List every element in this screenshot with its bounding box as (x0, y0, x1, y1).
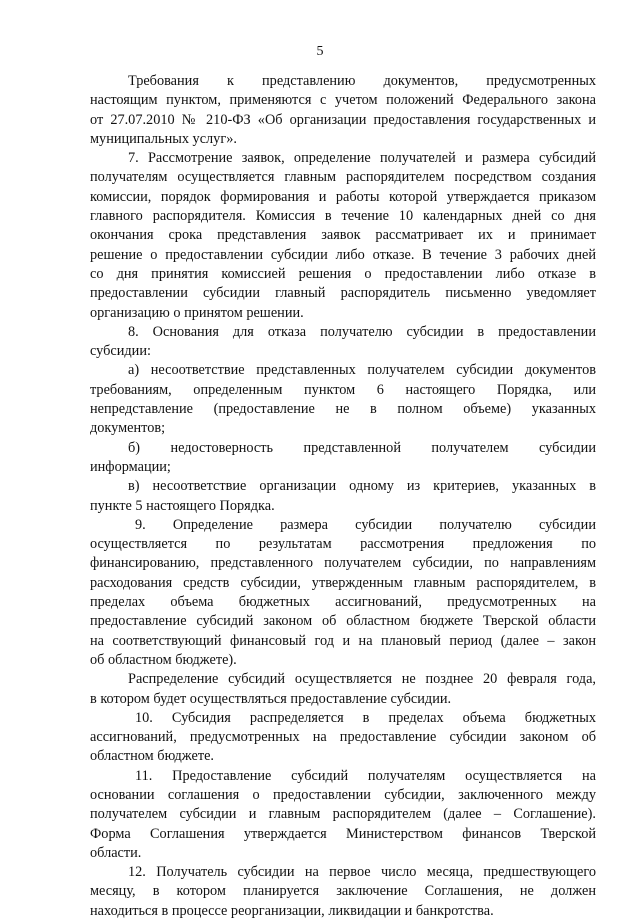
text-line: Форма Соглашения утверждается Министерством финансов Тверской (90, 825, 596, 842)
text-line: от 27.07.2010 № 210-ФЗ «Об организации предоставления государственных и (90, 111, 596, 128)
text-line: субсидии: (90, 343, 151, 360)
text-line: на соответствующий финансовый год и на плановый период (далее – закон (90, 632, 596, 649)
text-line: муниципальных услуг». (90, 130, 237, 147)
text-line: требованиям, определенным пунктом 6 настоящего Порядка, или (90, 381, 596, 398)
text-line: комиссии, порядок формирования и работы которой утверждается приказом (90, 188, 596, 205)
text-line: а) несоответствие представленных получателем субсидии документов (128, 362, 596, 379)
text-line: областном бюджете. (90, 748, 214, 765)
text-line: получателям осуществляется главным распорядителем посредством создания (90, 169, 596, 186)
text-line: Распределение субсидий осуществляется не позднее 20 февраля года, (128, 671, 596, 688)
text-line: области. (90, 844, 142, 861)
text-line: 12. Получатель субсидии на первое число месяца, предшествующего (128, 864, 596, 881)
text-line: окончания срока представления заявок рассматривает их и принимает (90, 227, 596, 244)
text-line: получателем субсидии и главным распорядителем (далее – Соглашение). (90, 806, 596, 823)
text-line: предоставление субсидий законом об областном бюджете Тверской области (90, 613, 596, 630)
text-line: основании соглашения о предоставлении субсидии, заключенного между (90, 786, 596, 803)
text-line: в) несоответствие организации одному из критериев, указанных в (128, 478, 596, 495)
text-line: расходования средств субсидии, утвержденным главным распорядителем, в (90, 574, 596, 591)
text-line: находиться в процессе реорганизации, ликвидации и банкротства. (90, 902, 494, 919)
text-line: информации; (90, 458, 171, 475)
text-line: 10. Субсидия распределяется в пределах объема бюджетных (135, 709, 596, 726)
text-line: главного распорядителя. Комиссия в течение 10 календарных дней со дня (90, 208, 596, 225)
text-line: 11. Предоставление субсидий получателям осуществляется на (135, 767, 596, 784)
text-line: 8. Основания для отказа получателю субсидии в предоставлении (128, 323, 596, 340)
text-line: в котором будет осуществляться предоставление субсидии. (90, 690, 452, 707)
text-line: ассигнований, предусмотренных на предоставление субсидии законом об (90, 729, 596, 746)
text-line: финансированию, представленного получателем субсидии, по направлениям (90, 555, 596, 572)
text-line: со дня принятия комиссией решения о предоставлении либо отказе в (90, 265, 596, 282)
text-line: непредставление (предоставление не в полном объеме) указанных (90, 401, 596, 418)
text-line: организацию о принятом решении. (90, 304, 304, 321)
text-line: предоставлении субсидии главный распорядитель письменно уведомляет (90, 285, 596, 302)
text-line: 7. Рассмотрение заявок, определение получателей и размера субсидий (128, 150, 596, 167)
text-line: об областном бюджете). (90, 651, 237, 668)
text-line: пределах объема бюджетных ассигнований, предусмотренных на (90, 594, 596, 611)
document-body (90, 72, 596, 921)
text-line: осуществляется по результатам рассмотрения предложения по (90, 536, 596, 553)
text-line: месяцу, в котором планируется заключение Соглашения, не должен (90, 883, 596, 900)
text-line: Требования к представлению документов, предусмотренных (128, 73, 596, 89)
text-line: документов; (90, 420, 166, 437)
text-line: настоящим пунктом, применяются с учетом положений Федерального закона (90, 92, 596, 109)
page-number: 5 (316, 44, 324, 59)
text-line: 9. Определение размера субсидии получателю субсидии (135, 516, 596, 533)
text-line: решение о предоставлении субсидии либо отказе. В течение 3 рабочих дней (90, 246, 596, 263)
text-line: б) недостоверность представленной получателем субсидии (128, 439, 596, 456)
text-line: пункте 5 настоящего Порядка. (90, 497, 275, 514)
